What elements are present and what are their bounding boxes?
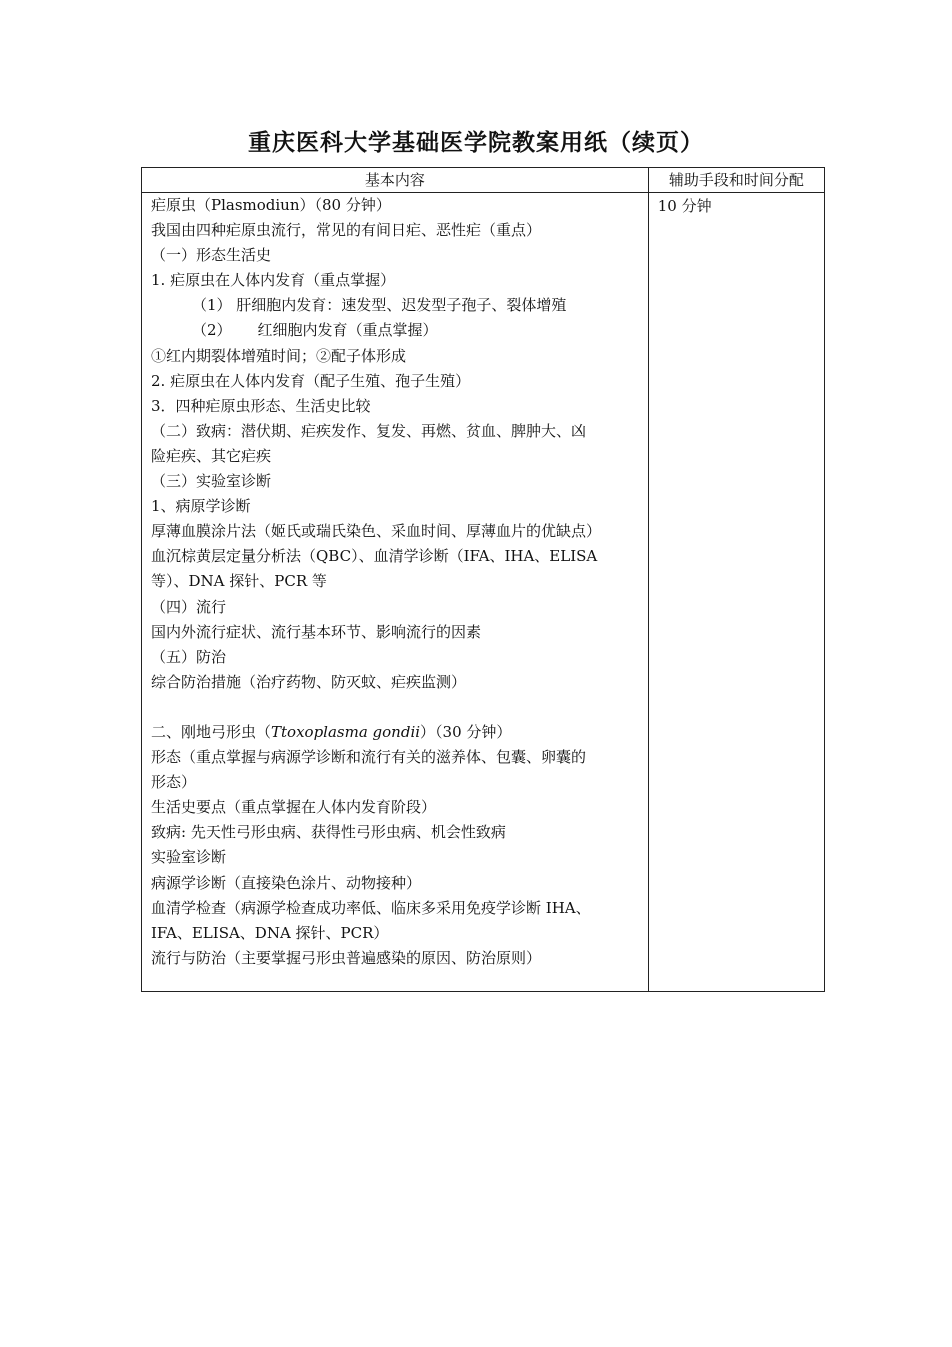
content-line: 等）、DNA 探针、PCR 等: [151, 572, 327, 591]
content-line: （二）致病：潜伏期、疟疾发作、复发、再燃、贫血、脾肿大、凶: [151, 421, 587, 440]
content-line: IFA、ELISA、DNA 探针、PCR）: [151, 923, 389, 942]
content-line: 血清学检查（病源学检查成功率低、临床多采用免疫学诊断 IHA、: [151, 898, 591, 917]
content-line: 3．四种疟原虫形态、生活史比较: [151, 396, 371, 415]
content-line: [142, 720, 648, 745]
content-line: 血沉棕黄层定量分析法（QBC）、血清学诊断（IFA、IHA、ELISA: [151, 547, 598, 566]
table-header-row: [142, 168, 825, 193]
aux-cell: [648, 193, 824, 992]
latin-name: Ttoxoplasma gondii: [271, 722, 421, 741]
content-line: 致病: 先天性弓形虫病、获得性弓形虫病、机会性致病: [151, 823, 506, 842]
item-text: 红细胞内发育（重点掌握）: [257, 321, 438, 340]
section-duration: ）（30 分钟）: [420, 722, 512, 741]
content-line: ①红内期裂体增殖时间；②配子体形成: [151, 346, 407, 365]
blank-line: [142, 695, 648, 720]
content-cell: [142, 193, 649, 992]
content-line: [142, 318, 648, 343]
column-header-content: 基本内容: [142, 168, 649, 193]
content-line: 1、病原学诊断: [151, 497, 251, 516]
content-line: 病源学诊断（直接染色涂片、动物接种）: [151, 873, 422, 892]
column-header-aux: 辅助手段和时间分配: [648, 168, 824, 193]
content-line: 我国由四种疟原虫流行，常见的有间日疟、恶性疟（重点）: [151, 221, 542, 240]
lesson-plan-table: [141, 167, 825, 992]
content-line: 险疟疾、其它疟疾: [151, 446, 272, 465]
content-line: 综合防治措施（治疗药物、防灭蚊、疟疾监测）: [151, 672, 467, 691]
content-line: （1） 肝细胞内发育：速发型、迟发型子孢子、裂体增殖: [192, 296, 567, 315]
content-line: 2. 疟原虫在人体内发育（配子生殖、孢子生殖）: [151, 371, 471, 390]
content-line: （五）防治: [151, 647, 227, 666]
page-title: 重庆医科大学基础医学院教案用纸（续页）: [248, 130, 704, 156]
content-line: 疟原虫（Plasmodiun）（80 分钟）: [151, 196, 391, 214]
content-line: 流行与防治（主要掌握弓形虫普遍感染的原因、防治原则）: [151, 948, 542, 967]
content-line: （四）流行: [151, 597, 227, 616]
content-line: 形态）: [151, 773, 197, 792]
section-heading: 二、刚地弓形虫（: [151, 722, 272, 741]
content-line: （一）形态生活史: [151, 246, 272, 265]
item-number: （2）: [192, 321, 232, 340]
table-row: [142, 193, 825, 992]
content-line: （三）实验室诊断: [151, 472, 272, 491]
content-line: 生活史要点（重点掌握在人体内发育阶段）: [151, 798, 437, 817]
content-line: 1. 疟原虫在人体内发育（重点掌握）: [151, 271, 396, 290]
content-line: 国内外流行症状、流行基本环节、影响流行的因素: [151, 622, 482, 641]
content-line: 形态（重点掌握与病源学诊断和流行有关的滋养体、包囊、卵囊的: [151, 748, 587, 767]
content-line: 实验室诊断: [151, 848, 227, 867]
time-allocation: 10 分钟: [657, 197, 712, 215]
content-line: 厚薄血膜涂片法（姬氏或瑞氏染色、采血时间、厚薄血片的优缺点）: [151, 522, 602, 541]
